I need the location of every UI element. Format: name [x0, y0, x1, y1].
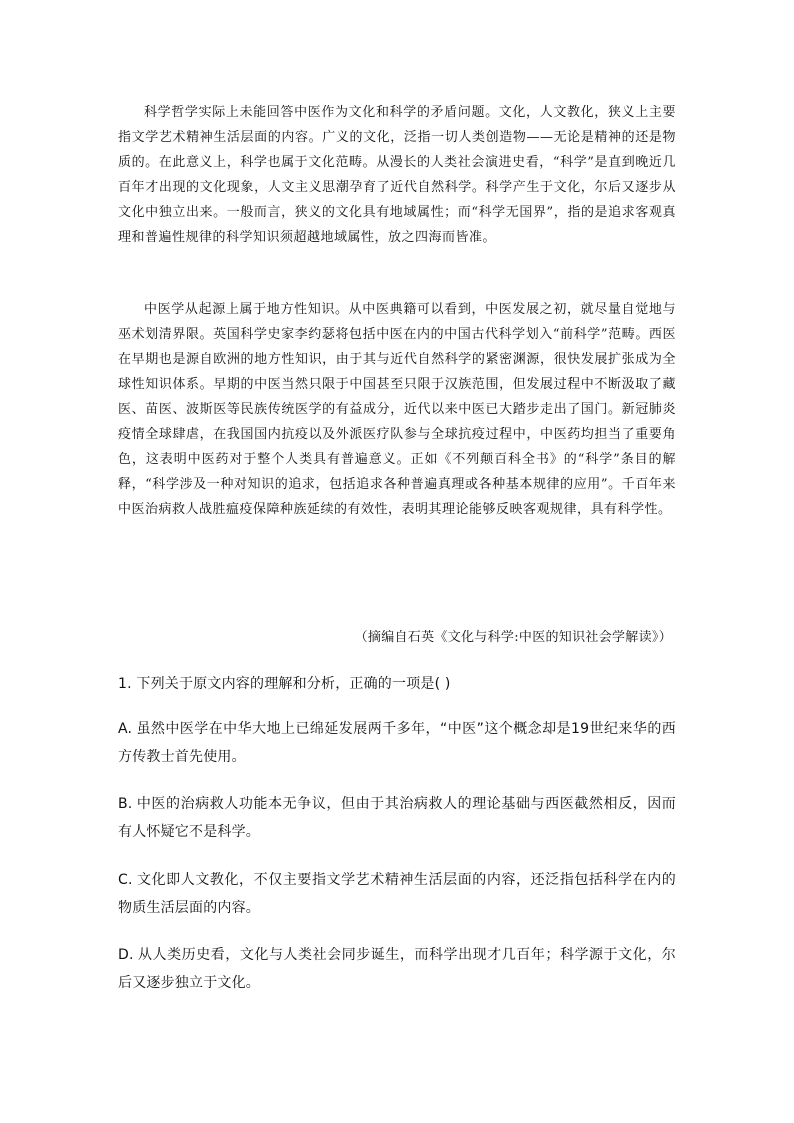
option-letter: B.	[118, 796, 133, 812]
option-text: 虽然中医学在中华大地上已绵延发展两千多年，“中医”这个概念却是19世纪来华的西方传教士首先使用。	[118, 721, 676, 765]
option-c	[118, 866, 676, 922]
option-letter: C.	[118, 872, 133, 888]
passage-source: （摘编自石英《文化与科学:中医的知识社会学解读》）	[354, 630, 672, 645]
option-letter: A.	[118, 721, 133, 737]
question-stem: 1. 下列关于原文内容的理解和分析，正确的一项是( )	[118, 676, 451, 692]
option-b	[118, 790, 676, 846]
option-text: 中医的治病救人功能本无争议，但由于其治病救人的理论基础与西医截然相反，因而有人怀疑它不是科学。	[118, 796, 676, 840]
option-d	[118, 941, 676, 997]
option-letter: D.	[118, 947, 134, 963]
paragraph-text: 科学哲学实际上未能回答中医作为文化和科学的矛盾问题。文化，人文教化，狭义上主要指文学艺术精神生活层面的内容。广义的文化，泛指一切人类创造物——无论是精神的还是物质的。在此意义上，科学也属于文化范畴。从漫长的人类社会演进史看，“科学”是直到晚近几百年才出现的文化现象，人文主义思潮孕育了近代自然科学。科学产生于文化，尔后又逐步从文化中独立出来。一般而言，狭义的文化具有地域属性；而“科学无国界”，指的是追求客观真理和普遍性规律的科学知识须超越地域属性，放之四海而皆准。	[118, 105, 676, 245]
option-a	[118, 715, 676, 771]
option-text: 文化即人文教化，不仅主要指文学艺术精神生活层面的内容，还泛指包括科学在内的物质生活层面的内容。	[118, 872, 676, 916]
passage-paragraph-1	[118, 100, 676, 250]
paragraph-text: 中医学从起源上属于地方性知识。从中医典籍可以看到，中医发展之初，就尽量自觉地与巫术划清界限。英国科学史家李约瑟将包括中医在内的中国古代科学划入“前科学”范畴。西医在早期也是源自欧洲的地方性知识，由于其与近代自然科学的紧密渊源，很快发展扩张成为全球性知识体系。早期的中医当然只限于中国甚至只限于汉族范围，但发展过程中不断汲取了藏医、苗医、波斯医等民族传统医学的有益成分，近代以来中医已大踏步走出了国门。新冠肺炎疫情全球肆虐，在我国国内抗疫以及外派医疗队参与全球抗疫过程中，中医药均担当了重要角色，这表明中医药对于整个人类具有普遍意义。正如《不列颠百科全书》的“科学”条目的解释，“科学涉及一种对知识的追求，包括追求各种普遍真理或各种基本规律的应用”。千百年来中医治病救人战胜瘟疫保障种族延续的有效性，表明其理论能够反映客观规律，具有科学性。	[118, 302, 676, 517]
passage-paragraph-2	[118, 297, 676, 522]
option-text: 从人类历史看，文化与人类社会同步诞生，而科学出现才几百年；科学源于文化，尔后又逐步独立于文化。	[118, 947, 676, 991]
